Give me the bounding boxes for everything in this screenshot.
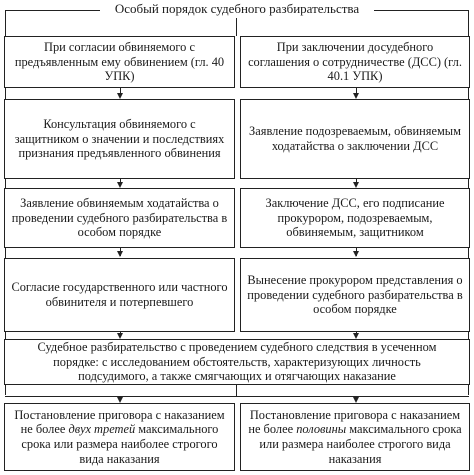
right-box-3-text: Заключение ДСС, его подписание прокурором, подозреваемым, обвиняемым, защитником	[265, 196, 445, 240]
title-right-connector-h	[373, 10, 469, 11]
diagram-title: Особый порядок судебного разбирательства	[100, 0, 374, 18]
right-box-1-text: При заключении досудебного соглашения о сотрудничестве (ДСС) (гл. 40.1 УПК)	[248, 40, 462, 84]
center-lower-horizontal	[5, 396, 469, 397]
right-box-3	[240, 188, 470, 248]
arrow-head	[353, 251, 359, 257]
left-box-2-text: Консультация обвиняемого с защитником о значении и последствиях признания предъявленного обвинения	[14, 117, 225, 161]
left-box-3	[4, 188, 235, 248]
arrow-head	[117, 251, 123, 257]
right-box-1	[240, 36, 470, 88]
left-box-4-text: Согласие государственного или частного обвинителя и потерпевшего	[11, 280, 228, 309]
right-box-2	[240, 99, 470, 179]
bottom-left-text-post: максимального срока или размера наиболее строгого вида наказания	[21, 422, 219, 466]
middle-box	[4, 339, 470, 385]
left-box-3-text: Заявление обвиняемым ходатайства о проведении судебного разбирательства в особом порядке	[11, 196, 228, 240]
bottom-right-box	[240, 403, 470, 471]
bottom-left-text	[11, 408, 228, 466]
middle-box-text: Судебное разбирательство с проведением судебного следствия в усеченном порядке: с исследованием обстоятельств, характеризующих личность подсудимого, а также смягчающих и отягчающих наказание	[37, 340, 437, 384]
left-box-4	[4, 258, 235, 332]
bottom-left-text-emph: двух третей	[68, 422, 136, 437]
bottom-right-text-post: максимального срока или размера наиболее строгого вида наказания	[259, 422, 462, 466]
right-box-4-text: Вынесение прокурором представления о проведении судебного разбирательства в особом порядке	[247, 273, 463, 317]
bottom-left-text-pre: Постановление приговора с наказанием не более	[14, 407, 225, 437]
bottom-right-text-pre: Постановление приговора с наказанием не более	[248, 407, 461, 437]
bottom-right-text-emph: половины	[296, 422, 347, 437]
left-box-2	[4, 99, 235, 179]
left-box-1-text: При согласии обвиняемого с предъявленным ему обвинением (гл. 40 УПК)	[14, 40, 225, 84]
left-box-1	[4, 36, 235, 88]
bottom-left-box	[4, 403, 235, 471]
title-left-connector-h	[5, 10, 101, 11]
right-box-2-text: Заявление подозреваемым, обвиняемым ходатайства о заключении ДСС	[249, 124, 461, 153]
bottom-right-text	[247, 408, 463, 466]
right-box-4	[240, 258, 470, 332]
